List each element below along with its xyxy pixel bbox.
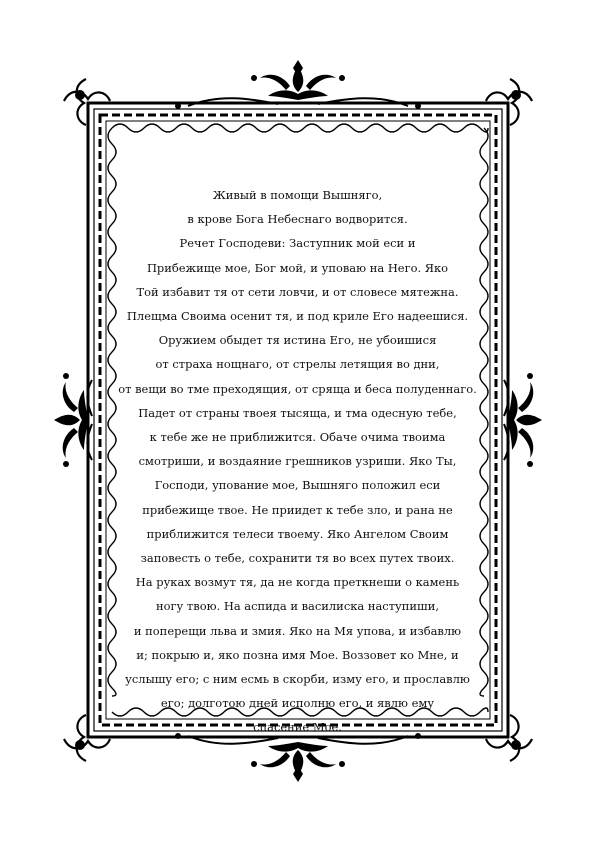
prayer-line-9: от вещи во тме преходящия, от сряща и беса полуденнаго. [118, 381, 477, 396]
prayer-line-10: Падет от страны твоея тысяща, и тма одесную тебе, [138, 405, 457, 420]
prayer-line-7: Оружием обыдет тя истина Его, не убоишися [158, 333, 437, 348]
prayer-line-17: На руках возмут тя, да не когда преткнеши о камень [135, 575, 460, 590]
prayer-line-6: Плещма Своима осенит тя, и под криле Его надеешися. [126, 309, 469, 324]
prayer-text [95, 183, 500, 740]
prayer-line-18: ногу твою. На аспида и василиска наступиши, [156, 599, 439, 614]
prayer-line-1: Живый в помощи Вышняго, [212, 188, 383, 202]
prayer-line-14: прибежище твое. Не приидет к тебе зло, и рана не [142, 502, 453, 517]
prayer-line-3: Речет Господеви: Заступник мой еси и [179, 236, 416, 251]
prayer-line-15: приближится телеси твоему. Яко Ангелом Своим [146, 526, 449, 541]
prayer-line-20: и; покрыю и, яко позна имя Мое. Воззовет ко Мне, и [136, 647, 459, 662]
prayer-line-4: Прибежище мое, Бог мой, и уповаю на Него. Яко [146, 260, 449, 275]
prayer-line-11: к тебе же не приближится. Обаче очима твоима [149, 430, 446, 445]
prayer-line-19: и поперещи льва и змия. Яко на Мя упова, и избавлю [133, 623, 462, 638]
prayer-line-22: его; долготою дней исполню его, и явлю ему [160, 696, 435, 711]
prayer-line-16: заповесть о тебе, сохранити тя во всех путех твоих. [140, 551, 455, 566]
prayer-line-2: в крове Бога Небеснаго водворится. [187, 212, 408, 227]
prayer-line-8: от страха нощнаго, от стрелы летящия во дни, [155, 357, 440, 372]
prayer-line-5: Той избавит тя от сети ловчи, и от словесе мятежна. [136, 284, 459, 299]
prayer-line-12: смотриши, и воздаяние грешников узриши. Яко Ты, [138, 454, 457, 469]
prayer-line-21: услышу его; с ним есмь в скорби, изму его, и прославлю [125, 672, 470, 687]
prayer-line-23: спасение Мое. [253, 720, 342, 735]
prayer-line-13: Господи, упование мое, Вышняго положил еси [154, 478, 441, 493]
